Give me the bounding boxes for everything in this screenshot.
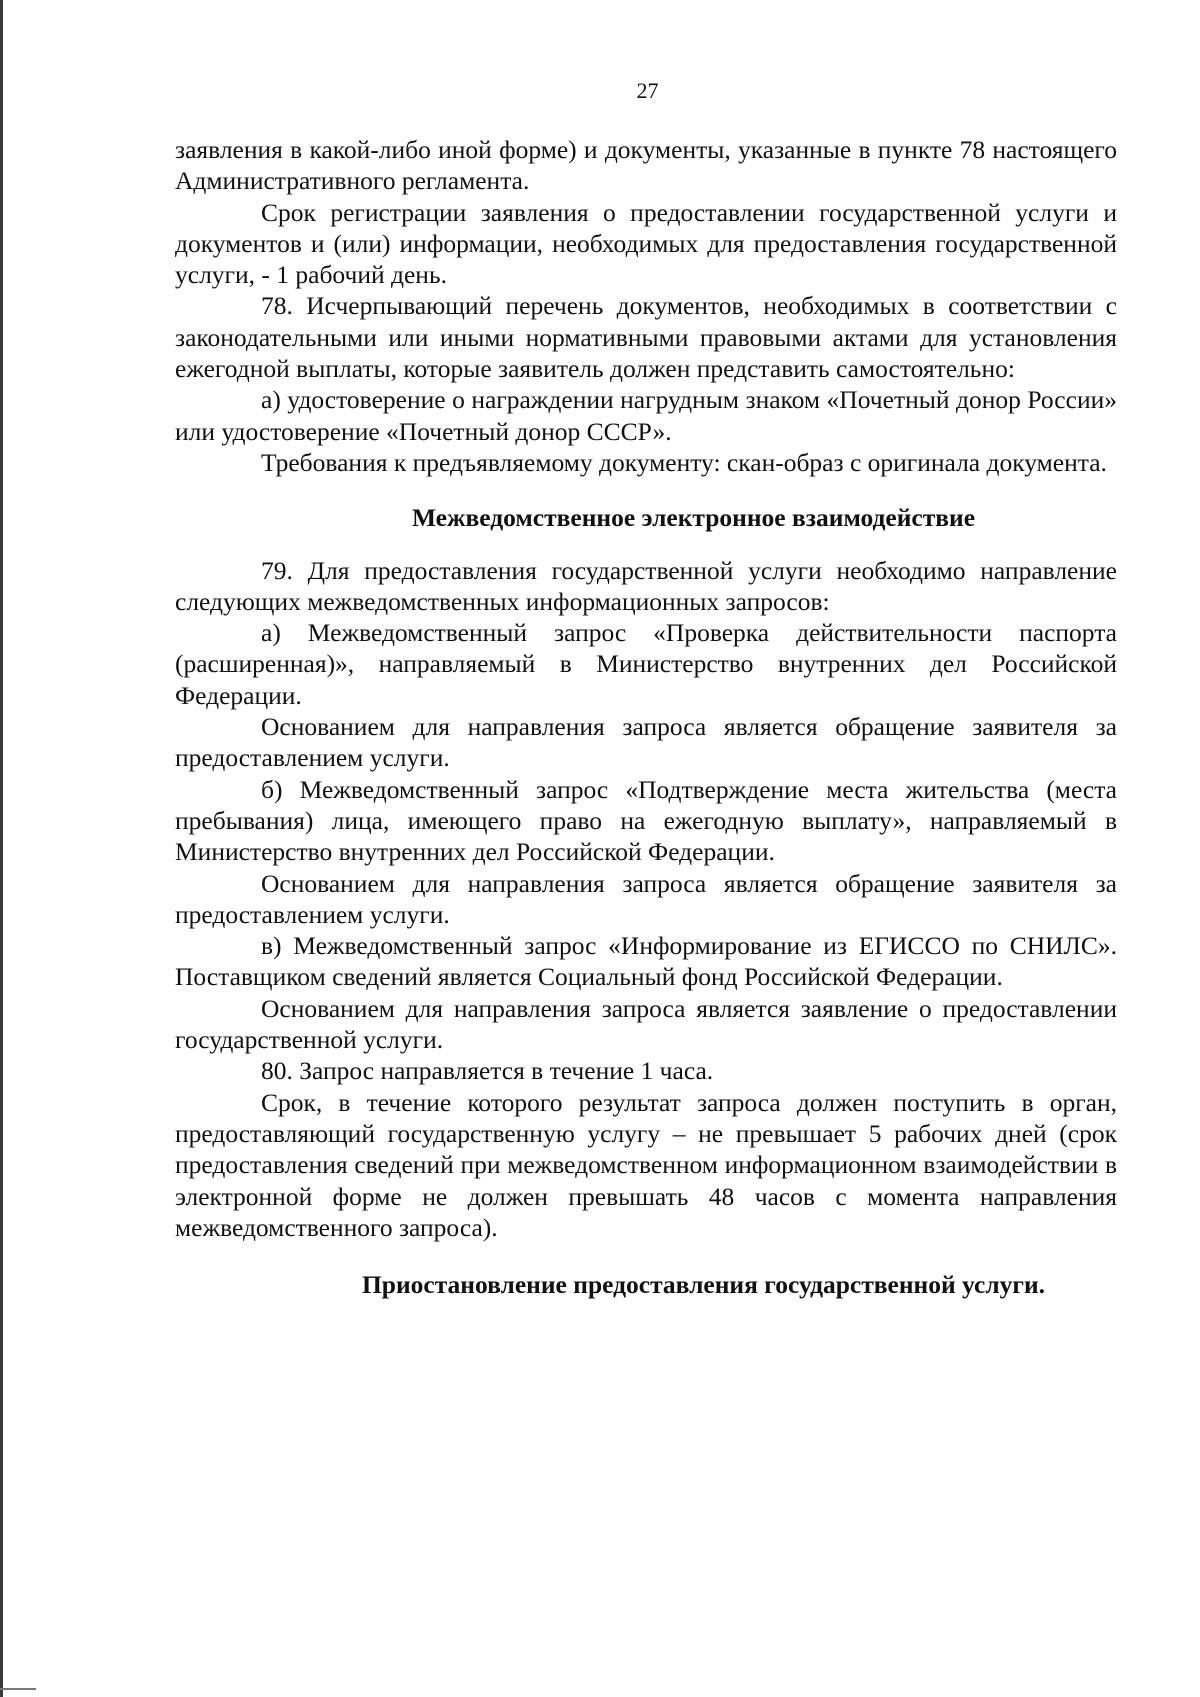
paragraph-basis-b: Основанием для направления запроса является обращение заявителя за предоставлением услуги. <box>175 868 1117 929</box>
paragraph-79-b: б) Межведомственный запрос «Подтверждение места жительства (места пребывания) лица, имеющего право на ежегодную выплату», направляемый в Министерство внутренних дел Российской Федерации. <box>175 774 1117 867</box>
paragraph-79: 79. Для предоставления государственной услуги необходимо направление следующих межведомственных информационных запросов: <box>175 555 1117 616</box>
paragraph-78-a: а) удостоверение о награждении нагрудным знаком «Почетный донор России» или удостоверение «Почетный донор СССР». <box>175 385 1117 446</box>
paragraph-80: 80. Запрос направляется в течение 1 часа. <box>261 1056 714 1086</box>
scan-left-edge <box>0 0 3 1697</box>
page-number: 27 <box>636 78 659 103</box>
paragraph-79-v: в) Межведомственный запрос «Информирование из ЕГИССО по СНИЛС». Поставщиком сведений является Социальный фонд Российской Федерации. <box>175 931 1117 992</box>
paragraph-registration-term: Срок регистрации заявления о предоставлении государственной услуги и документов и (или) информации, необходимых для предоставления государственной услуги, - 1 рабочий день. <box>175 197 1117 290</box>
paragraph-basis-a: Основанием для направления запроса является обращение заявителя за предоставлением услуги. <box>175 712 1117 773</box>
paragraph-document-requirements: Требования к предъявляемому документу: скан-образ с оригинала документа. <box>261 447 1107 477</box>
paragraph-basis-v: Основанием для направления запроса является заявление о предоставлении государственной услуги. <box>175 993 1117 1055</box>
document-body <box>175 134 1117 1300</box>
paragraph-79-a: а) Межведомственный запрос «Проверка действительности паспорта (расширенная)», направляемый в Министерство внутренних дел Российской Федерации. <box>175 618 1117 710</box>
scan-margin-mark <box>0 1688 36 1690</box>
section-heading-suspension: Приостановление предоставления государственной услуги. <box>361 1270 1046 1300</box>
paragraph-78: 78. Исчерпывающий перечень документов, необходимых в соответствии с законодательными или иными нормативными правовыми актами для установления ежегодной выплаты, которые заявитель должен представить самостоятельно: <box>175 291 1117 384</box>
paragraph-result-term: Срок, в течение которого результат запроса должен поступить в орган, предоставляющий государственную услугу – не превышает 5 рабочих дней (срок предоставления сведений при межведомственном информационном взаимодействии в электронной форме не должен превышать 48 часов с момента направления межведомственного запроса). <box>175 1087 1117 1242</box>
section-heading-interagency: Межведомственное электронное взаимодействие <box>411 503 976 533</box>
paragraph-continuation: заявления в какой-либо иной форме) и документы, указанные в пункте 78 настоящего Административного регламента. <box>175 135 1117 196</box>
